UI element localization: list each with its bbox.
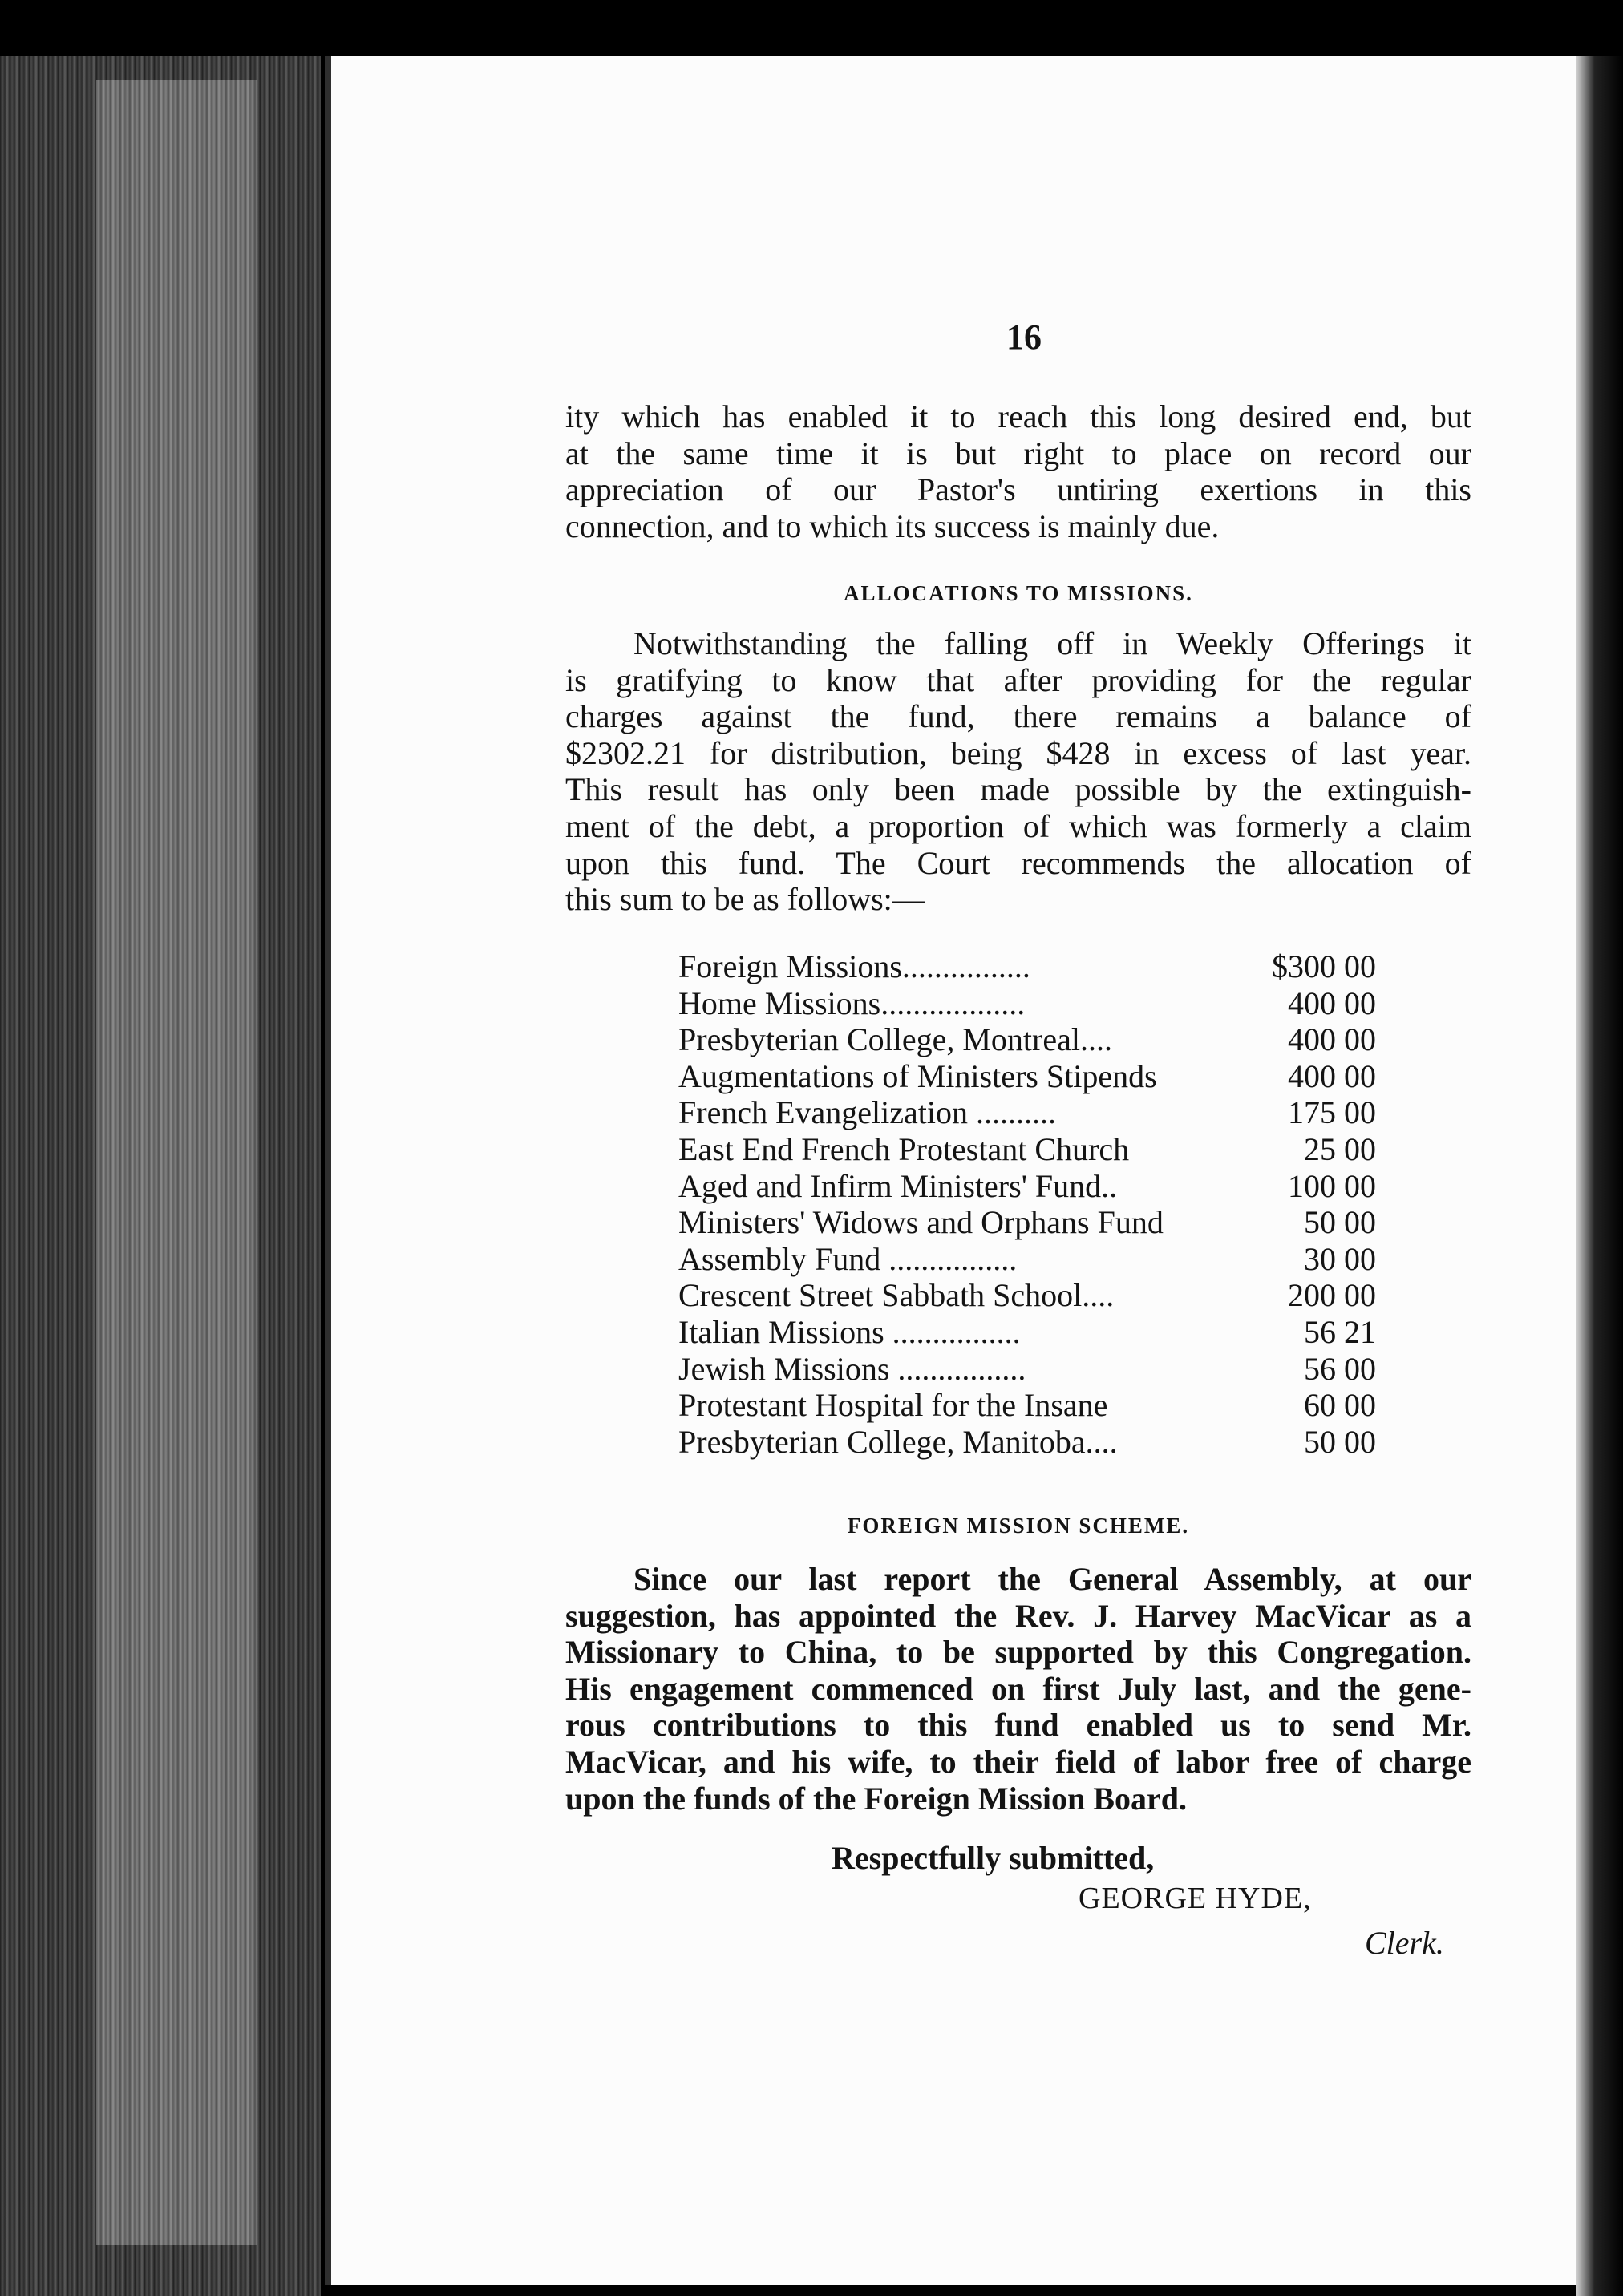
book-page-edges-highlight: [96, 80, 257, 2245]
text-line: is gratifying to know that after providing for the regular: [565, 661, 1471, 698]
allocations-paragraph: [565, 625, 1471, 918]
allocations-table: [678, 948, 1376, 1460]
allocation-row: [678, 1241, 1376, 1278]
text-line: rous contributions to this fund enabled us to send Mr.: [565, 1707, 1471, 1744]
text-line: MacVicar, and his wife, to their field of labor free of charge: [565, 1743, 1471, 1780]
text-line: His engagement commenced on first July last, and the gene-: [565, 1670, 1471, 1707]
allocation-label: Jewish Missions ................: [678, 1350, 1026, 1387]
allocation-row: [678, 1387, 1376, 1424]
allocation-row: [678, 1351, 1376, 1388]
text-line: suggestion, has appointed the Rev. J. Harvey MacVicar as a: [565, 1597, 1471, 1634]
allocation-label: Presbyterian College, Manitoba....: [678, 1423, 1118, 1460]
allocation-row: [678, 1168, 1376, 1205]
allocation-amount: 400 00: [1288, 984, 1376, 1021]
allocation-label: Assembly Fund ................: [678, 1240, 1018, 1277]
allocation-label: Aged and Infirm Ministers' Fund..: [678, 1167, 1118, 1204]
allocation-amount: 60 00: [1304, 1387, 1376, 1424]
text-line: connection, and to which its success is mainly due.: [565, 507, 1220, 544]
allocation-amount: 400 00: [1288, 1021, 1376, 1058]
allocation-label: Protestant Hospital for the Insane: [678, 1387, 1108, 1424]
allocation-label: Crescent Street Sabbath School....: [678, 1277, 1115, 1314]
text-line: Missionary to China, to be supported by this Congregation.: [565, 1634, 1471, 1671]
signer-name: GEORGE HYDE,: [1079, 1882, 1312, 1915]
allocation-amount: 56 00: [1304, 1350, 1376, 1387]
text-line: $2302.21 for distribution, being $428 in excess of last year.: [565, 734, 1471, 771]
allocation-amount: 50 00: [1304, 1423, 1376, 1460]
allocation-row: [678, 1058, 1376, 1095]
text-line: upon the funds of the Foreign Mission Board.: [565, 1780, 1187, 1817]
foreign-mission-paragraph: [565, 1561, 1471, 1817]
text-line: at the same time it is but right to place on record our: [565, 435, 1471, 471]
allocation-amount: 175 00: [1288, 1094, 1376, 1131]
allocation-row: [678, 948, 1376, 985]
text-line: This result has only been made possible by the extinguish-: [565, 771, 1471, 808]
allocation-row: [678, 1424, 1376, 1461]
allocation-row: [678, 1094, 1376, 1131]
allocation-label: Presbyterian College, Montreal....: [678, 1021, 1112, 1058]
allocation-amount: $300 00: [1272, 948, 1376, 984]
book-gutter-shadow: [1576, 56, 1623, 2296]
intro-paragraph: [565, 398, 1471, 544]
allocation-label: Italian Missions ................: [678, 1313, 1021, 1350]
signoff: Respectfully submitted,: [832, 1840, 1155, 1876]
allocation-label: Foreign Missions................: [678, 948, 1030, 984]
foreign-mission-heading: FOREIGN MISSION SCHEME.: [847, 1514, 1190, 1538]
allocation-amount: 56 21: [1304, 1313, 1376, 1350]
allocation-row: [678, 1131, 1376, 1168]
allocation-label: Home Missions..................: [678, 984, 1026, 1021]
allocation-amount: 30 00: [1304, 1240, 1376, 1277]
text-line: Notwithstanding the falling off in Weekly Offerings it: [633, 625, 1471, 661]
allocation-row: [678, 1021, 1376, 1058]
allocation-row: [678, 1204, 1376, 1241]
text-line: upon this fund. The Court recommends the allocation of: [565, 844, 1471, 881]
text-line: this sum to be as follows:—: [565, 881, 925, 918]
allocation-amount: 50 00: [1304, 1204, 1376, 1241]
allocation-label: East End French Protestant Church: [678, 1130, 1130, 1167]
allocation-row: [678, 985, 1376, 1022]
text-line: charges against the fund, there remains a balance of: [565, 698, 1471, 735]
allocation-row: [678, 1314, 1376, 1351]
allocation-amount: 200 00: [1288, 1277, 1376, 1314]
text-line: ity which has enabled it to reach this long desired end, but: [565, 398, 1471, 435]
allocation-label: Augmentations of Ministers Stipends: [678, 1057, 1157, 1094]
allocation-label: Ministers' Widows and Orphans Fund: [678, 1204, 1164, 1241]
allocation-amount: 100 00: [1288, 1167, 1376, 1204]
text-line: appreciation of our Pastor's untiring exertions in this: [565, 471, 1471, 508]
signer-role: Clerk.: [1365, 1925, 1444, 1961]
allocation-amount: 25 00: [1304, 1130, 1376, 1167]
allocation-row: [678, 1277, 1376, 1314]
allocation-amount: 400 00: [1288, 1057, 1376, 1094]
allocations-heading: ALLOCATIONS TO MISSIONS.: [844, 581, 1193, 605]
text-line: Since our last report the General Assembly, at our: [633, 1561, 1471, 1597]
allocation-label: French Evangelization ..........: [678, 1094, 1056, 1131]
text-line: ment of the debt, a proportion of which was formerly a claim: [565, 807, 1471, 844]
page-number: 16: [1006, 317, 1042, 357]
